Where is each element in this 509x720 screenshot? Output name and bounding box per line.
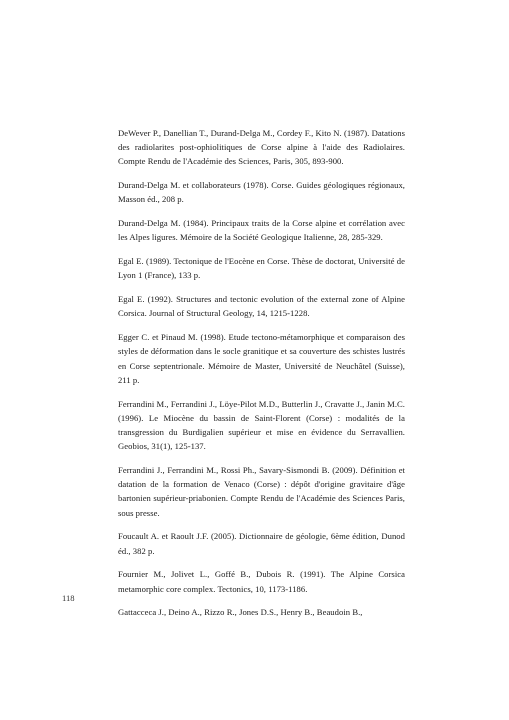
reference-list (118, 126, 405, 629)
reference-entry: Gattacceca J., Deino A., Rizzo R., Jones D.S., Henry B., Beaudoin B., (118, 607, 363, 618)
reference-entry: Egal E. (1992). Structures and tectonic evolution of the external zone of Alpine Corsica. Journal of Structural Geology, 14, 1215-1228. (118, 294, 405, 319)
reference-entry: Egal E. (1989). Tectonique de l'Eocène en Corse. Thèse de doctorat, Université de Lyon 1 (France), 133 p. (118, 256, 405, 281)
reference-entry: DeWever P., Danellian T., Durand-Delga M., Cordey F., Kito N. (1987). Datations des radiolarites post-ophiolitiques de Corse alpine à l'aide des Radiolaires. Compte Rendu de l'Académie des Sciences, Paris, 305, 893-900. (118, 128, 405, 167)
reference-entry: Egger C. et Pinaud M. (1998). Etude tectono-métamorphique et comparaison des styles de déformation dans le socle granitique et sa couverture des schistes lustrés en Corse septentrionale. Mémoire de Master, Université de Neuchâtel (Suisse), 211 p. (118, 332, 405, 385)
page-number: 118 (62, 593, 75, 603)
reference-entry: Fournier M., Jolivet L., Goffé B., Dubois R. (1991). The Alpine Corsica metamorphic core complex. Tectonics, 10, 1173-1186. (118, 569, 405, 594)
reference-entry: Ferrandini J., Ferrandini M., Rossi Ph., Savary-Sismondi B. (2009). Définition et datation de la formation de Venaco (Corse) : dépôt d'origine gravitaire d'âge bartonien supérieur-priabonien. Compte Rendu de l'Académie des Sciences Paris, sous presse. (118, 465, 405, 518)
reference-entry: Durand-Delga M. (1984). Principaux traits de la Corse alpine et corrélation avec les Alpes ligures. Mémoire de la Société Geologique Italienne, 28, 285-329. (118, 218, 405, 243)
reference-entry: Foucault A. et Raoult J.F. (2005). Dictionnaire de géologie, 6ème édition, Dunod éd., 382 p. (118, 531, 405, 556)
reference-entry: Ferrandini M., Ferrandini J., Löye-Pilot M.D., Butterlin J., Cravatte J., Janin M.C. (1996). Le Miocène du bassin de Saint-Florent (Corse) : modalités de la transgression du Burdigalien supérieur et mise en évidence du Serravallien. Geobios, 31(1), 125-137. (118, 398, 405, 452)
reference-entry: Durand-Delga M. et collaborateurs (1978). Corse. Guides géologiques régionaux, Masson éd., 208 p. (118, 180, 405, 205)
